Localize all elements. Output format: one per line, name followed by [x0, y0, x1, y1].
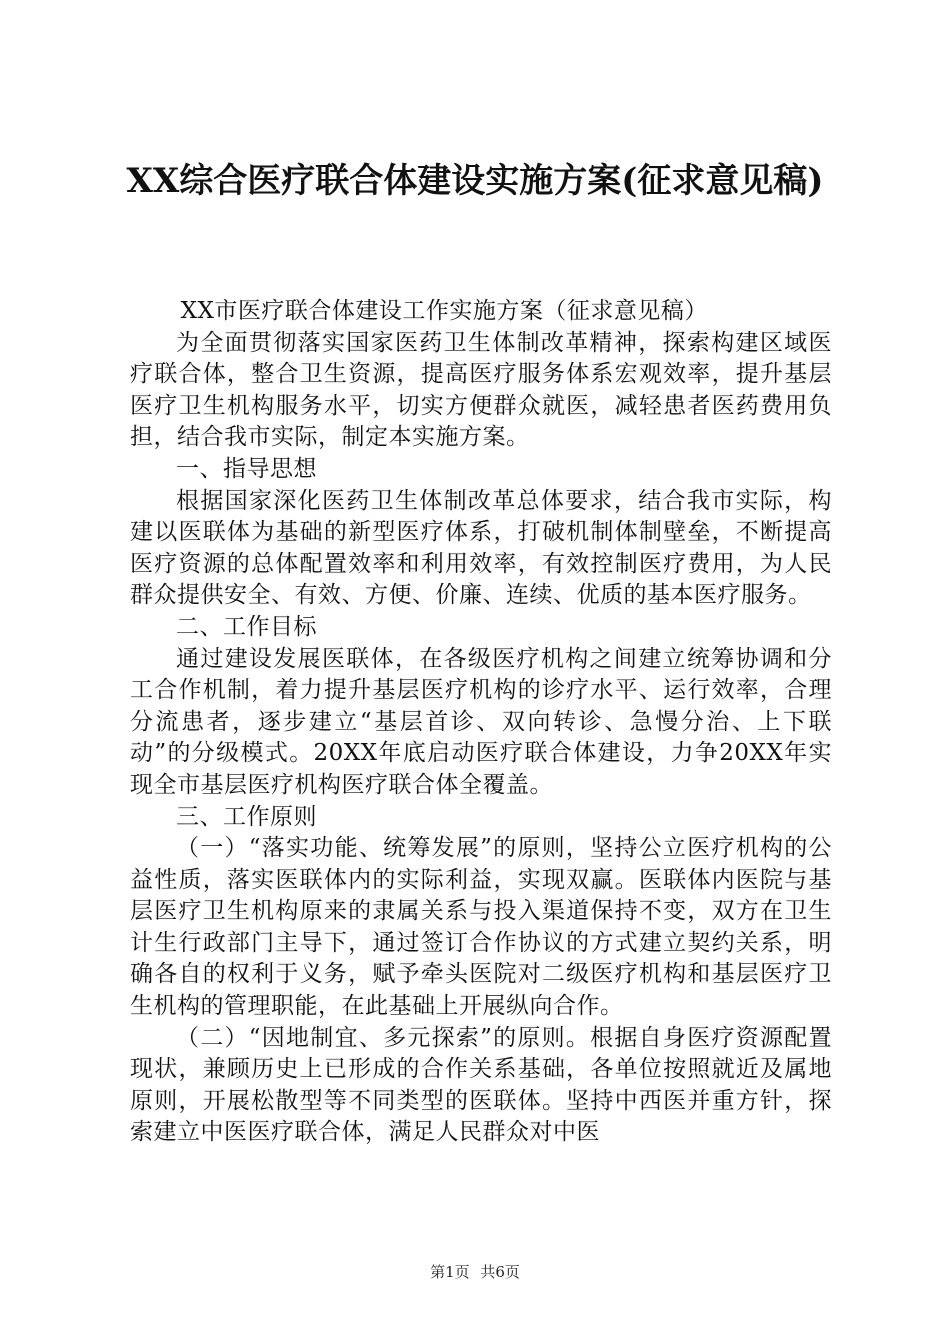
paragraph-intro: 为全面贯彻落实国家医药卫生体制改革精神，探索构建区域医疗联合体，整合卫生资源，提高医疗服务体系宏观效率，提升基层医疗卫生机构服务水平，切实方便群众就医，减轻患者医药费用负担，结合我市实际，制定本实施方案。 [130, 329, 832, 451]
page-footer [0, 1262, 950, 1282]
document-body [130, 296, 832, 1149]
section-heading-2: 二、工作目标 [176, 613, 317, 640]
paragraph-guiding-thought: 根据国家深化医药卫生体制改革总体要求，结合我市实际，构建以医联体为基础的新型医疗体系，打破机制体制壁垒，不断提高医疗资源的总体配置效率和利用效率，有效控制医疗费用，为人民群众提供安全、有效、方便、价廉、连续、优质的基本医疗服务。 [130, 487, 832, 609]
paragraph-principle-2: （二）“因地制宜、多元探索”的原则。根据自身医疗资源配置现状，兼顾历史上已形成的合作关系基础，各单位按照就近及属地原则，开展松散型等不同类型的医联体。坚持中西医并重方针，探索建立中医医疗联合体，满足人民群众对中医 [130, 1024, 832, 1146]
section-heading-3: 三、工作原则 [176, 803, 317, 830]
paragraph-principle-1: （一）“落实功能、统筹发展”的原则，坚持公立医疗机构的公益性质，落实医联体内的实际利益，实现双赢。医联体内医院与基层医疗卫生机构原来的隶属关系与投入渠道保持不变，双方在卫生计生行政部门主导下，通过签订合作协议的方式建立契约关系，明确各自的权利于义务，赋予牵头医院对二级医疗机构和基层医疗卫生机构的管理职能，在此基础上开展纵向合作。 [130, 835, 832, 1020]
paragraph-work-goal: 通过建设发展医联体，在各级医疗机构之间建立统筹协调和分工合作机制，着力提升基层医疗机构的诊疗水平、运行效率，合理分流患者，逐步建立“基层首诊、双向转诊、急慢分治、上下联动”的分级模式。20XX年底启动医疗联合体建设，力争20XX年实现全市基层医疗机构医疗联合体全覆盖。 [130, 645, 832, 798]
document-title: XX综合医疗联合体建设实施方案(征求意见稿) [126, 161, 824, 201]
document-subtitle: XX市医疗联合体建设工作实施方案（征求意见稿） [180, 298, 708, 324]
section-heading-1: 一、指导思想 [176, 455, 317, 482]
page-total: 共6页 [480, 1263, 520, 1281]
page-number: 第1页 [430, 1263, 470, 1281]
